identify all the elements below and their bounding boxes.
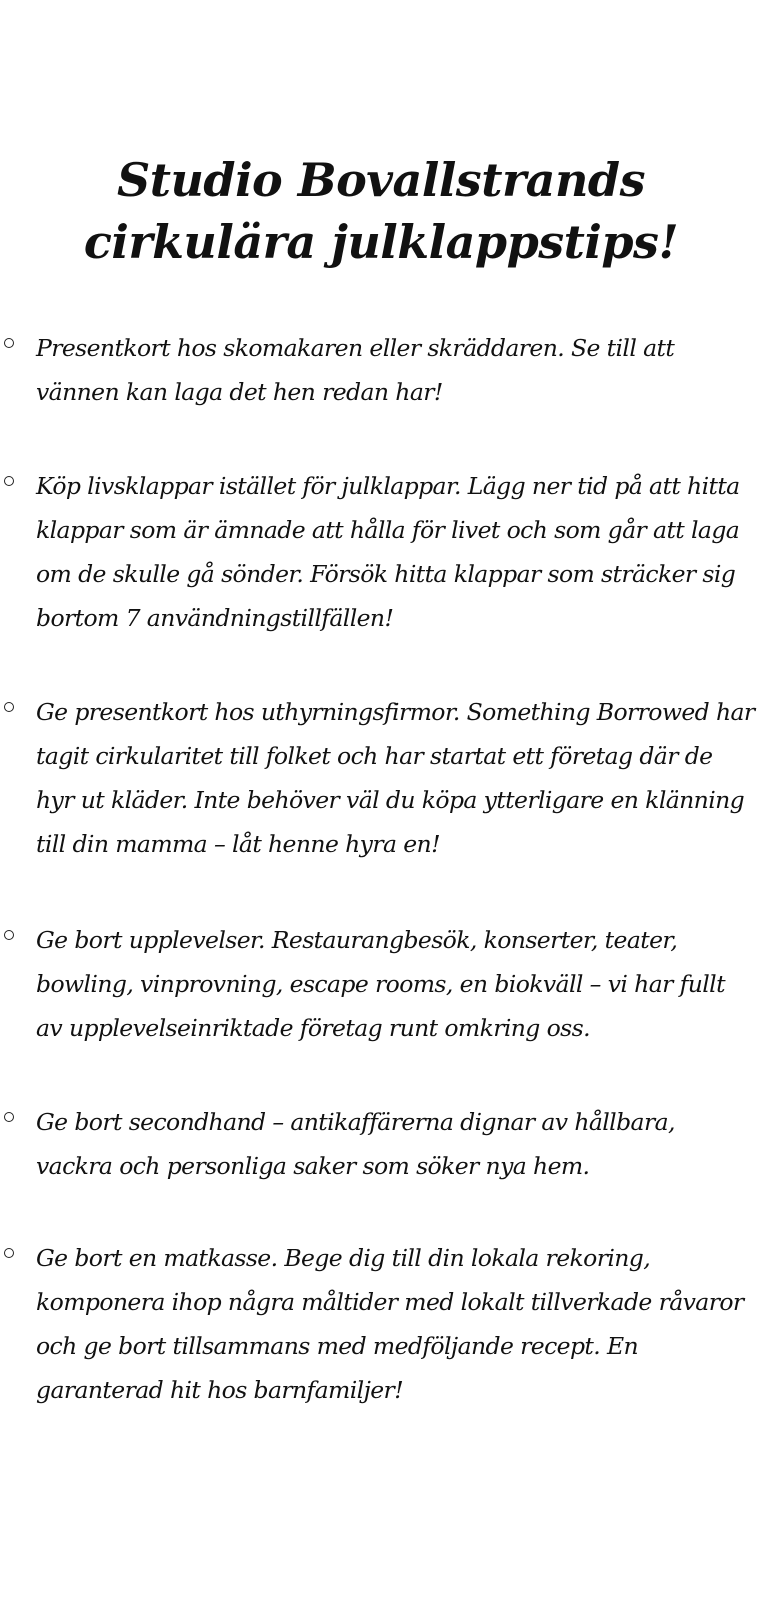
list-item bbox=[0, 1100, 762, 1188]
bullet-circle-icon bbox=[4, 1112, 14, 1122]
list-item bbox=[0, 464, 762, 640]
tip-text: Köp livsklappar istället för julklappar. Lägg ner tid på att hitta klappar som är ämnade att hålla för livet och som går att laga om de skulle gå sönder. Försök hitta klappar som sträcker sig bortom 7 användningstillfällen! bbox=[36, 472, 740, 632]
list-item bbox=[0, 690, 762, 866]
tips-list bbox=[0, 326, 762, 1462]
tip-text: Ge bort upplevelser. Restaurangbesök, konserter, teater, bowling, vinprovning, escape rooms, en biokväll – vi har fullt av upplevelseinriktade företag runt omkring oss. bbox=[36, 926, 725, 1042]
list-item bbox=[0, 326, 762, 414]
bullet-circle-icon bbox=[4, 338, 14, 348]
bullet-circle-icon bbox=[4, 930, 14, 940]
tip-text: Ge bort secondhand – antikaffärerna dignar av hållbara, vackra och personliga saker som söker nya hem. bbox=[36, 1108, 675, 1180]
list-item bbox=[0, 918, 762, 1050]
tip-text: Presentkort hos skomakaren eller skräddaren. Se till att vännen kan laga det hen redan har! bbox=[36, 334, 675, 406]
bullet-circle-icon bbox=[4, 476, 14, 486]
title-line-1: Studio Bovallstrands bbox=[117, 152, 645, 207]
bullet-circle-icon bbox=[4, 702, 14, 712]
list-item bbox=[0, 1236, 762, 1412]
tip-text: Ge presentkort hos uthyrningsfirmor. Something Borrowed har tagit cirkularitet till folket och har startat ett företag där de hyr ut kläder. Inte behöver väl du köpa ytterligare en klänning till din mamma – låt henne hyra en! bbox=[36, 698, 755, 858]
tip-text: Ge bort en matkasse. Bege dig till din lokala rekoring, komponera ihop några måltider med lokalt tillverkade råvaror och ge bort tillsammans med medföljande recept. En garanterad hit hos barnfamiljer! bbox=[36, 1244, 744, 1404]
title-line-2: cirkulära julklappstips! bbox=[83, 214, 679, 269]
page-title bbox=[0, 149, 762, 273]
bullet-circle-icon bbox=[4, 1248, 14, 1258]
